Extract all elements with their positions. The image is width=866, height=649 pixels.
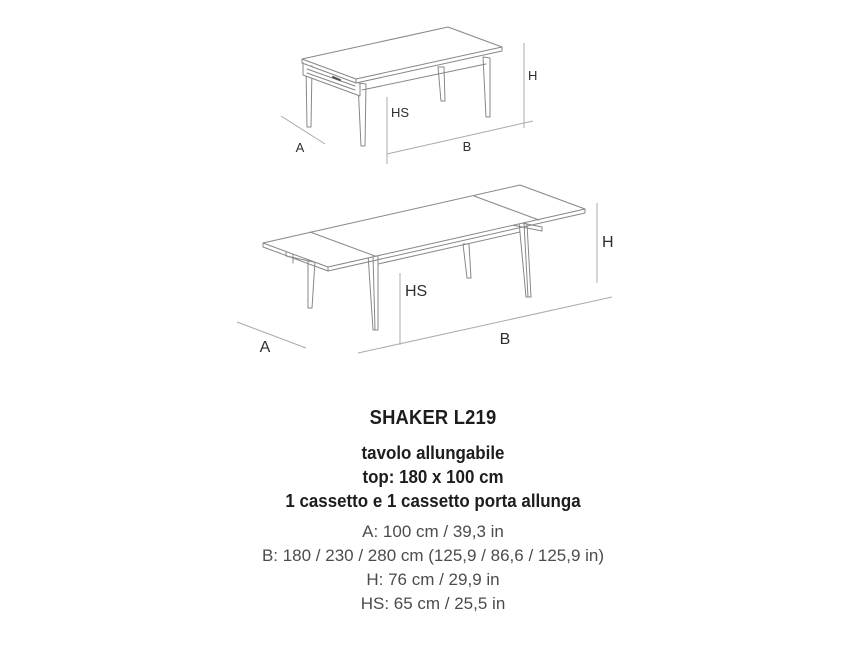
spec-line-h: H: 76 cm / 29,9 in bbox=[366, 570, 500, 589]
description-line: tavolo allungabile bbox=[361, 443, 505, 463]
spec-list bbox=[0, 520, 866, 616]
extended-table-drawing bbox=[263, 185, 585, 330]
extended-dim-line-b bbox=[358, 297, 612, 353]
extended-dim-label-hs: HS bbox=[405, 283, 428, 300]
closed-table-drawing bbox=[302, 27, 502, 146]
closed-dim-label-h: H bbox=[528, 68, 538, 83]
extended-table-leg-back-right bbox=[463, 244, 471, 278]
closed-table-leg-front-right bbox=[483, 57, 490, 117]
extended-dim-label-h: H bbox=[602, 234, 614, 251]
extended-table-leg-back-left bbox=[308, 261, 315, 308]
closed-table-leg-back-right bbox=[438, 67, 445, 101]
closed-table-top bbox=[302, 27, 502, 79]
closed-dim-label-a: A bbox=[295, 140, 305, 155]
product-description bbox=[26, 441, 840, 513]
closed-dim-label-hs: HS bbox=[391, 105, 410, 120]
description-line: 1 cassetto e 1 cassetto porta allunga bbox=[285, 491, 581, 511]
closed-dim-line-b bbox=[387, 121, 533, 154]
page-title: SHAKER L219 bbox=[369, 407, 497, 429]
spec-line-b: B: 180 / 230 / 280 cm (125,9 / 86,6 / 125,9 in) bbox=[261, 546, 605, 565]
extended-dim-label-a: A bbox=[259, 339, 271, 356]
extended-dim-line-a bbox=[237, 322, 306, 348]
spec-line-a: A: 100 cm / 39,3 in bbox=[362, 522, 504, 541]
extended-dim-label-b: B bbox=[499, 331, 511, 348]
closed-dim-label-b: B bbox=[462, 139, 472, 154]
spec-line-hs: HS: 65 cm / 25,5 in bbox=[360, 594, 506, 613]
description-line: top: 180 x 100 cm bbox=[362, 467, 504, 487]
